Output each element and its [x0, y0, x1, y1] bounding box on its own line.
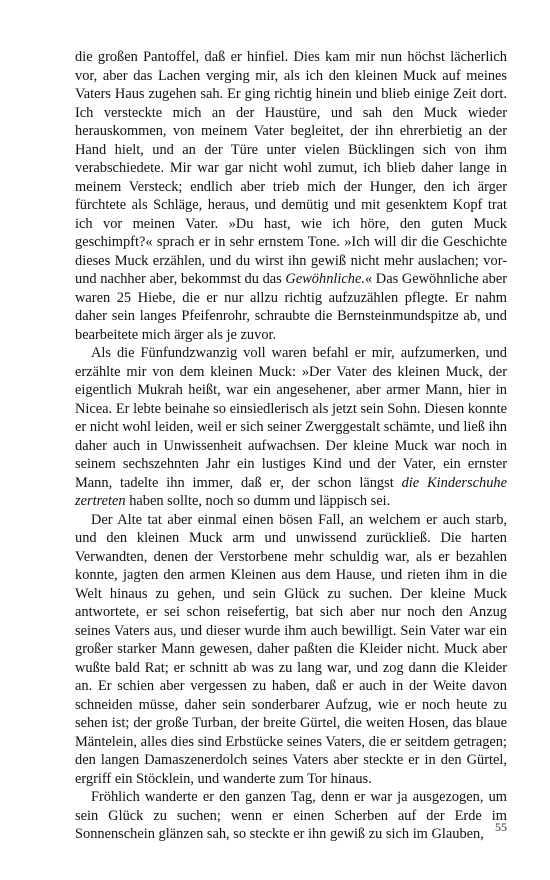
page-number: 55: [495, 820, 507, 834]
paragraph: [75, 788, 507, 844]
text-run: haben sollte, noch so dumm und läppisch sei.: [125, 493, 391, 509]
text-run: « Das Gewöhnliche aber waren 25 Hiebe, die er nur allzu richtig aufzuzählen pflegte. Er nahm daher sein langes Pfeifenrohr, schraubte die Bernsteinmundspitze ab, und bearbeitete mich ärger als je zuvor.: [75, 271, 508, 343]
paragraph: [75, 48, 507, 344]
italic-text: die Kinderschuhe zertreten: [75, 474, 507, 509]
paragraph: [75, 344, 507, 511]
text-run: Der Alte tat aber einmal einen bösen Fall, an welchem er auch starb, und den kleinen Muck arm und unwissend zurückließ. Die harten Verwandten, denen der Verstorbene mehr schuldig war, als er bezahlen konnte, jagten den armen Kleinen aus dem Hause, und rieten ihm in die Welt hinaus zu gehen, und sein Glück zu suchen. Der kleine Muck antwortete, er sei schon reisefertig, bat sich aber nur noch den Anzug seines Vaters aus, und dieser wurde ihm auch bewilligt. Sein Vater war ein großer starker Mann gewesen, daher paßten die Kleider nicht. Muck aber wußte bald Rat; er schnitt ab was zu lang war, und zog dann die Kleider an. Er schien aber vergessen zu haben, daß er auch in der Weite davon schneiden müsse, daher sein sonderbarer Aufzug, wie er noch heute zu sehen ist; der große Turban, der breite Gürtel, die weiten Hosen, das blaue Mäntelein, alles dies sind Erbstücke seines Vaters, die er seitdem getragen; den langen Damaszenerdolch seines Vaters aber steckte er in den Gürtel, ergriff ein Stöcklein, und wanderte zum Tor hinaus.: [75, 511, 507, 787]
body-text: [75, 48, 507, 844]
text-run: Fröhlich wanderte er den ganzen Tag, denn er war ja ausgezogen, um sein Glück zu suchen; wenn er einen Scherben auf der Erde im Sonnenschein glänzen sah, so steckte er ihn gewiß zu sich im Glauben,: [75, 789, 507, 842]
italic-text: Gewöhnliche.: [285, 271, 365, 287]
text-run: Als die Fünfundzwanzig voll waren befahl er mir, aufzumerken, und erzählte mir von dem kleinen Muck: »Der Vater des kleinen Muck, der eigentlich Mukrah heißt, war ein angesehener, aber armer Mann, hier in Nicea. Er lebte beinahe so einsiedlerisch als jetzt sein Sohn. Diesen konnte er nicht wohl leiden, weil er sich seiner Zwerggestalt schämte, und ließ ihn daher auch in Unwissenheit aufwachsen. Der kleine Muck war noch in seinem sechszehnten Jahr ein lustiges Kind und der Vater, ein ernster Mann, tadelte ihn immer, daß er, der schon längst: [75, 345, 507, 491]
paragraph: [75, 511, 507, 789]
text-run: die großen Pantoffel, daß er hinfiel. Dies kam mir nun höchst lächerlich vor, aber das Lachen verging mir, als ich den kleinen Muck auf meines Vaters Haus zugehen sah. Er ging richtig hinein und blieb einige Zeit dort. Ich versteckte mich an der Haustüre, und sah den Muck wieder herauskommen, von meinem Vater begleitet, der ihn ehrerbietig an der Hand hielt, und an der Türe unter vielen Bücklingen sich von ihm verabschiedete. Mir war gar nicht wohl zumut, ich blieb daher lange in meinem Versteck; endlich aber trieb mich der Hunger, den ich ärger fürchtete als Schläge, heraus, und demütig und mit gesenktem Kopf trat ich vor meinen Vater. »Du hast, wie ich höre, den guten Muck geschimpft?« sprach er in sehr ernstem Tone. »Ich will dir die Geschichte dieses Muck erzählen, und du wirst ihn gewiß nicht mehr auslachen; vor- und nachher aber, bekommst du das: [75, 49, 507, 287]
